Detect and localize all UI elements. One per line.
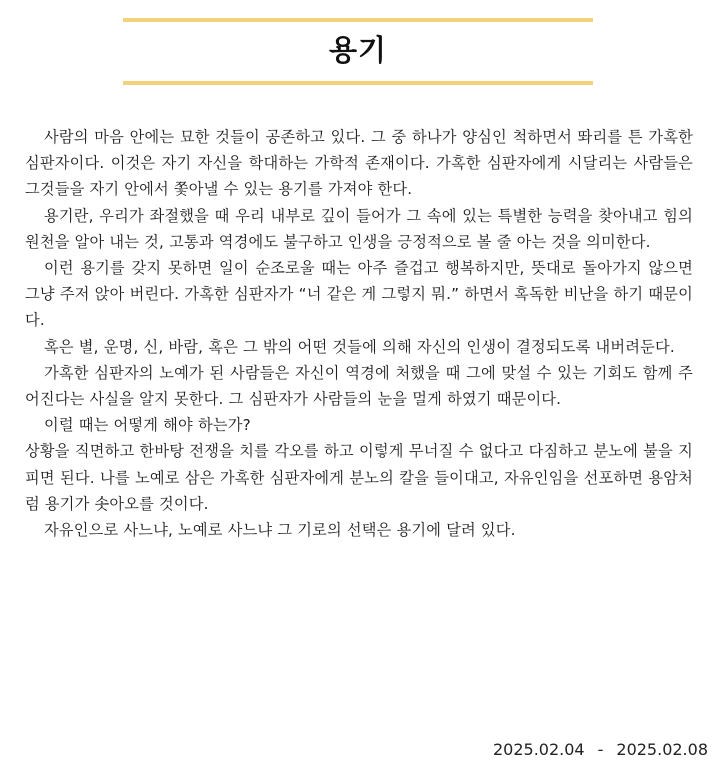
date-start: 2025.02.04 — [493, 740, 585, 759]
paragraph-5: 가혹한 심판자의 노예가 된 사람들은 자신이 역경에 처했을 때 그에 맞설 수 있는 기회도 함께 주어진다는 사실을 알지 못한다. 그 심판자가 사람들의 눈을 멀게 하였기 때문이다. — [25, 363, 693, 409]
page-title: 용기 — [328, 33, 388, 67]
title-top-rule — [123, 18, 593, 22]
paragraph-7: 상황을 직면하고 한바탕 전쟁을 치를 각오를 하고 이렇게 무너질 수 없다고 다짐하고 분노에 불을 지피면 된다. 나를 노예로 삼은 가혹한 심판자에게 분노의 칼을 들이대고, 자유인임을 선포하면 용암처럼 용기가 솟아오를 것이다. — [25, 442, 693, 513]
essay-body — [25, 124, 693, 543]
paragraph-3: 이런 용기를 갖지 못하면 일이 순조로울 때는 아주 즐겁고 행복하지만, 뜻대로 돌아가지 않으면 그냥 주저 앉아 버린다. 가혹한 심판자가 “너 같은 게 그렇지 뭐.” 하면서 혹독한 비난을 하기 때문이다. — [25, 259, 693, 330]
paragraph-1: 사람의 마음 안에는 묘한 것들이 공존하고 있다. 그 중 하나가 양심인 척하면서 똬리를 튼 가혹한 심판자이다. 이것은 자기 자신을 학대하는 가학적 존재이다. 가혹한 심판자에게 시달리는 사람들은 그것들을 자기 안에서 쫓아낼 수 있는 용기를 가져야 한다. — [25, 128, 693, 199]
paragraph-4: 혹은 별, 운명, 신, 바람, 혹은 그 밖의 어떤 것들에 의해 자신의 인생이 결정되도록 내버려둔다. — [44, 337, 675, 356]
date-end: 2025.02.08 — [616, 740, 708, 759]
date-range — [493, 739, 708, 761]
paragraph-6: 이럴 때는 어떻게 해야 하는가? — [44, 416, 251, 435]
paragraph-2: 용기란, 우리가 좌절했을 때 우리 내부로 깊이 들어가 그 속에 있는 특별한 능력을 찾아내고 힘의 원천을 알아 내는 것, 고통과 역경에도 불구하고 인생을 긍정적으로 볼 줄 아는 것을 의미한다. — [25, 206, 693, 251]
paragraph-8: 자유인으로 사느냐, 노예로 사느냐 그 기로의 선택은 용기에 달려 있다. — [44, 521, 516, 540]
title-block — [123, 18, 593, 86]
title-bottom-rule — [123, 81, 593, 85]
date-separator: - — [597, 740, 604, 759]
